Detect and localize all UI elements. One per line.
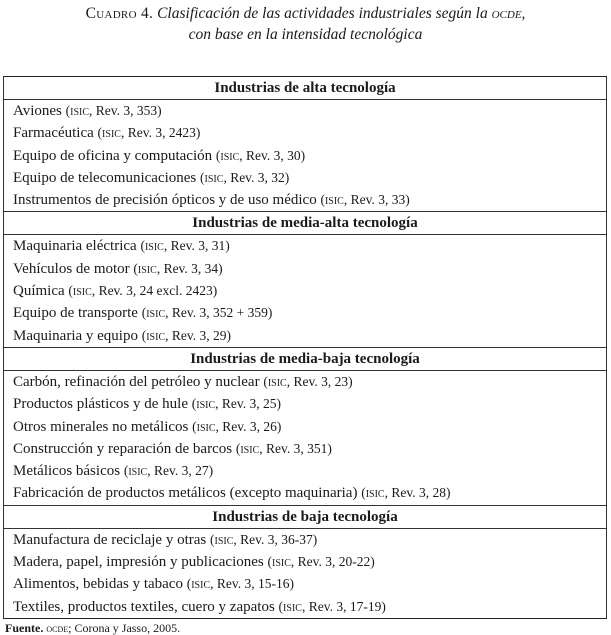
industry-name: Vehículos de motor bbox=[13, 260, 130, 277]
caption-label: Cuadro 4. bbox=[85, 5, 154, 22]
industry-name: Madera, papel, impresión y publicaciones bbox=[13, 554, 264, 571]
source-org: ocde bbox=[46, 621, 69, 635]
industry-name: Fabricación de productos metálicos (excepto maquinaria) bbox=[13, 485, 358, 502]
isic-reference: (isic, Rev. 3, 33) bbox=[320, 192, 410, 209]
industry-name: Carbón, refinación del petróleo y nuclear bbox=[13, 373, 260, 390]
industry-name: Alimentos, bebidas y tabaco bbox=[13, 576, 183, 593]
table-caption bbox=[0, 3, 611, 45]
table-row bbox=[4, 189, 606, 211]
isic-acronym: isic bbox=[191, 577, 211, 593]
isic-acronym: isic bbox=[272, 555, 291, 571]
isic-acronym: isic bbox=[220, 148, 240, 164]
isic-reference: (isic, Rev. 3, 17-19) bbox=[278, 598, 386, 615]
table-row bbox=[4, 100, 606, 122]
table-row bbox=[4, 529, 606, 551]
table-row bbox=[4, 596, 606, 618]
isic-reference: (isic, Rev. 3, 25) bbox=[191, 396, 282, 413]
table-row bbox=[4, 371, 606, 393]
table-row bbox=[4, 167, 606, 189]
isic-acronym: isic bbox=[324, 193, 344, 209]
isic-acronym: isic bbox=[137, 261, 157, 277]
section-header: Industrias de alta tecnología bbox=[4, 77, 606, 100]
industry-name: Química bbox=[13, 283, 65, 300]
industry-name: Productos plásticos y de hule bbox=[13, 396, 188, 413]
industry-name: Metálicos básicos bbox=[13, 463, 121, 480]
isic-reference: (isic, Rev. 3, 23) bbox=[263, 373, 353, 390]
isic-acronym: isic bbox=[70, 104, 90, 119]
table-row bbox=[4, 551, 606, 573]
isic-acronym: isic bbox=[283, 599, 302, 615]
table-row bbox=[4, 325, 606, 347]
table-row bbox=[4, 482, 606, 504]
isic-reference: (isic, Rev. 3, 352 + 359) bbox=[141, 305, 273, 322]
isic-reference: (isic, Rev. 3, 27) bbox=[123, 463, 214, 480]
table-row bbox=[4, 573, 606, 595]
industry-name: Equipo de oficina y computación bbox=[13, 147, 213, 164]
table-row bbox=[4, 302, 606, 324]
industry-name: Textiles, productos textiles, cuero y zapatos bbox=[13, 598, 275, 615]
isic-reference: (isic, Rev. 3, 24 excl. 2423) bbox=[68, 283, 218, 300]
isic-reference: (isic, Rev. 3, 28) bbox=[361, 485, 451, 502]
table-row bbox=[4, 280, 606, 302]
isic-reference: (isic, Rev. 3, 353) bbox=[65, 103, 162, 119]
table-row bbox=[4, 235, 606, 257]
isic-acronym: isic bbox=[102, 126, 121, 142]
isic-acronym: isic bbox=[240, 441, 260, 457]
table-row bbox=[4, 460, 606, 482]
table-row bbox=[4, 438, 606, 460]
isic-acronym: isic bbox=[144, 239, 164, 255]
isic-reference: (isic, Rev. 3, 34) bbox=[133, 260, 223, 277]
isic-acronym: isic bbox=[365, 486, 385, 502]
isic-reference: (isic, Rev. 3, 20-22) bbox=[267, 554, 375, 571]
source-text: ; Corona y Jasso, 2005. bbox=[68, 621, 181, 635]
isic-reference: (isic, Rev. 3, 36-37) bbox=[209, 531, 318, 548]
isic-acronym: isic bbox=[196, 419, 216, 435]
isic-reference: (isic, Rev. 3, 2423) bbox=[97, 125, 201, 142]
isic-acronym: isic bbox=[146, 328, 166, 344]
isic-reference: (isic, Rev. 3, 29) bbox=[141, 327, 231, 344]
industry-name: Instrumentos de precisión ópticos y de uso médico bbox=[13, 192, 317, 209]
industry-name: Maquinaria eléctrica bbox=[13, 238, 137, 255]
isic-reference: (isic, Rev. 3, 15-16) bbox=[186, 576, 294, 593]
table-row bbox=[4, 258, 606, 280]
isic-acronym: isic bbox=[196, 397, 216, 413]
industry-name: Equipo de telecomunicaciones bbox=[13, 169, 197, 186]
section-header: Industrias de media-baja tecnología bbox=[4, 347, 606, 371]
isic-acronym: isic bbox=[267, 374, 287, 390]
isic-reference: (isic, Rev. 3, 30) bbox=[215, 147, 306, 164]
isic-acronym: isic bbox=[128, 464, 148, 480]
isic-reference: (isic, Rev. 3, 32) bbox=[200, 169, 290, 186]
isic-reference: (isic, Rev. 3, 351) bbox=[235, 440, 332, 457]
section-header: Industrias de media-alta tecnología bbox=[4, 211, 606, 235]
caption-line-1 bbox=[0, 3, 611, 24]
industry-name: Equipo de transporte bbox=[13, 305, 138, 322]
isic-acronym: isic bbox=[204, 170, 224, 186]
isic-acronym: isic bbox=[214, 532, 234, 548]
table-row bbox=[4, 122, 606, 144]
caption-line-2: con base en la intensidad tecnológica bbox=[188, 26, 423, 43]
isic-acronym: isic bbox=[146, 306, 166, 322]
isic-acronym: isic bbox=[72, 284, 92, 300]
source-label: Fuente. bbox=[5, 621, 44, 635]
isic-reference: (isic, Rev. 3, 26) bbox=[192, 418, 282, 435]
industry-name: Otros minerales no metálicos bbox=[13, 418, 189, 435]
table-row bbox=[4, 416, 606, 438]
industry-name: Farmacéutica bbox=[13, 125, 94, 142]
industry-name: Maquinaria y equipo bbox=[13, 327, 138, 344]
source-note bbox=[5, 622, 180, 635]
table-row bbox=[4, 145, 606, 167]
section-header: Industrias de baja tecnología bbox=[4, 505, 606, 529]
industry-name: Construcción y reparación de barcos bbox=[13, 440, 233, 457]
isic-reference: (isic, Rev. 3, 31) bbox=[140, 238, 230, 255]
industry-name: Aviones bbox=[13, 103, 62, 119]
caption-title-part-1: Clasificación de las actividades industriales según la bbox=[157, 5, 488, 22]
industry-name: Manufactura de reciclaje y otras bbox=[13, 531, 207, 548]
classification-table bbox=[3, 76, 607, 619]
caption-title-org: ocde, bbox=[491, 5, 526, 22]
table-row bbox=[4, 393, 606, 415]
